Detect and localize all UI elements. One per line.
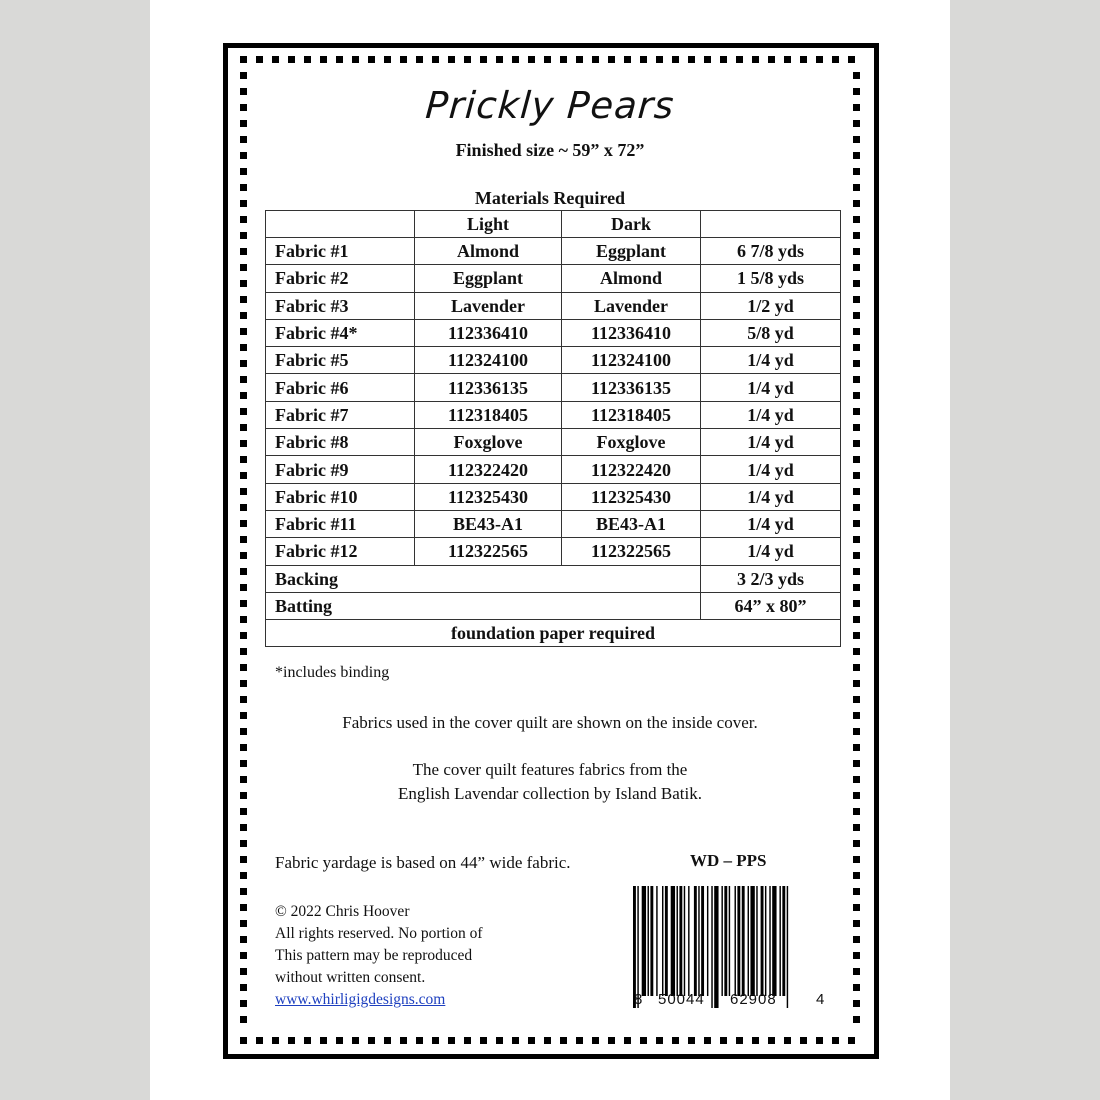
- dark-fabric-cell: 112325430: [562, 483, 701, 510]
- batting-row-amount: 64” x 80”: [701, 592, 841, 619]
- table-header-row: [266, 211, 841, 238]
- yardage-cell: 6 7/8 yds: [701, 238, 841, 265]
- light-fabric-cell: 112325430: [415, 483, 562, 510]
- light-fabric-cell: Lavender: [415, 292, 562, 319]
- yardage-cell: 1/4 yd: [701, 538, 841, 565]
- dark-fabric-cell: 112324100: [562, 347, 701, 374]
- fabric-label-cell: Fabric #5: [266, 347, 415, 374]
- dark-fabric-cell: 112322420: [562, 456, 701, 483]
- dark-fabric-cell: Foxglove: [562, 429, 701, 456]
- table-row: [266, 483, 841, 510]
- light-fabric-cell: 112322565: [415, 538, 562, 565]
- foundation-paper-note: foundation paper required: [266, 620, 841, 647]
- barcode-group-right: 62908: [730, 991, 777, 1008]
- finished-size: Finished size ~ 59” x 72”: [455, 140, 645, 160]
- cover-note: Fabrics used in the cover quilt are shown on the inside cover.: [342, 713, 758, 732]
- fabric-label-cell: Fabric #2: [266, 265, 415, 292]
- backing-row-amount: 3 2/3 yds: [701, 565, 841, 592]
- fabric-label-cell: Fabric #4*: [266, 319, 415, 346]
- table-row: [266, 319, 841, 346]
- header-cell: [701, 211, 841, 238]
- backing-row: [266, 565, 841, 592]
- yardage-cell: 1/4 yd: [701, 429, 841, 456]
- table-row: [266, 456, 841, 483]
- fabric-label-cell: Fabric #7: [266, 401, 415, 428]
- backing-row-label: Backing: [266, 565, 701, 592]
- table-row: [266, 401, 841, 428]
- fabric-label-cell: Fabric #3: [266, 292, 415, 319]
- barcode-group-left: 50044: [658, 991, 705, 1008]
- batting-row-label: Batting: [266, 592, 701, 619]
- table-row: [266, 265, 841, 292]
- light-fabric-cell: 112324100: [415, 347, 562, 374]
- yardage-cell: 5/8 yd: [701, 319, 841, 346]
- table-row: [266, 429, 841, 456]
- light-fabric-cell: 112336410: [415, 319, 562, 346]
- batting-row: [266, 592, 841, 619]
- yardage-cell: 1 5/8 yds: [701, 265, 841, 292]
- light-fabric-cell: Almond: [415, 238, 562, 265]
- product-code: WD – PPS: [690, 851, 767, 870]
- light-fabric-cell: Eggplant: [415, 265, 562, 292]
- yardage-cell: 1/4 yd: [701, 374, 841, 401]
- binding-note: *includes binding: [275, 664, 390, 681]
- copyright-line: © 2022 Chris Hoover: [275, 903, 410, 920]
- pattern-back-cover: [150, 0, 950, 1100]
- table-row: [266, 510, 841, 537]
- light-fabric-cell: BE43-A1: [415, 510, 562, 537]
- fabric-label-cell: Fabric #11: [266, 510, 415, 537]
- yardage-cell: 1/2 yd: [701, 292, 841, 319]
- header-cell-light: Light: [415, 211, 562, 238]
- table-row: [266, 238, 841, 265]
- dark-fabric-cell: Almond: [562, 265, 701, 292]
- table-row: [266, 292, 841, 319]
- light-fabric-cell: 112336135: [415, 374, 562, 401]
- dark-fabric-cell: Lavender: [562, 292, 701, 319]
- table-row: [266, 374, 841, 401]
- barcode-digit-first: 8: [634, 991, 643, 1008]
- dark-fabric-cell: Eggplant: [562, 238, 701, 265]
- yardage-cell: 1/4 yd: [701, 510, 841, 537]
- fabric-label-cell: Fabric #6: [266, 374, 415, 401]
- yardage-cell: 1/4 yd: [701, 456, 841, 483]
- barcode-digit-last: 4: [816, 991, 825, 1008]
- yardage-note: Fabric yardage is based on 44” wide fabric.: [275, 853, 571, 872]
- fabric-label-cell: Fabric #10: [266, 483, 415, 510]
- dark-fabric-cell: 112322565: [562, 538, 701, 565]
- website-link[interactable]: www.whirligigdesigns.com: [275, 991, 446, 1008]
- dark-fabric-cell: 112318405: [562, 401, 701, 428]
- table-row: [266, 538, 841, 565]
- fabric-label-cell: Fabric #1: [266, 238, 415, 265]
- dark-fabric-cell: BE43-A1: [562, 510, 701, 537]
- collection-note-line1: The cover quilt features fabrics from the: [412, 760, 688, 779]
- materials-table: [265, 210, 841, 647]
- yardage-cell: 1/4 yd: [701, 401, 841, 428]
- yardage-cell: 1/4 yd: [701, 483, 841, 510]
- header-cell: [266, 211, 415, 238]
- rights-line: All rights reserved. No portion of: [275, 925, 483, 942]
- materials-heading: Materials Required: [474, 188, 626, 208]
- footer-row: [266, 620, 841, 647]
- table-row: [266, 347, 841, 374]
- fabric-label-cell: Fabric #12: [266, 538, 415, 565]
- light-fabric-cell: 112322420: [415, 456, 562, 483]
- copyright-block: [275, 901, 483, 1011]
- pattern-title: Prickly Pears: [424, 84, 676, 127]
- dark-fabric-cell: 112336410: [562, 319, 701, 346]
- light-fabric-cell: Foxglove: [415, 429, 562, 456]
- collection-note-line2: English Lavendar collection by Island Batik.: [397, 784, 703, 803]
- dark-fabric-cell: 112336135: [562, 374, 701, 401]
- rights-line: without written consent.: [275, 969, 426, 986]
- fabric-label-cell: Fabric #9: [266, 456, 415, 483]
- fabric-label-cell: Fabric #8: [266, 429, 415, 456]
- light-fabric-cell: 112318405: [415, 401, 562, 428]
- rights-line: This pattern may be reproduced: [275, 947, 473, 964]
- yardage-cell: 1/4 yd: [701, 347, 841, 374]
- header-cell-dark: Dark: [562, 211, 701, 238]
